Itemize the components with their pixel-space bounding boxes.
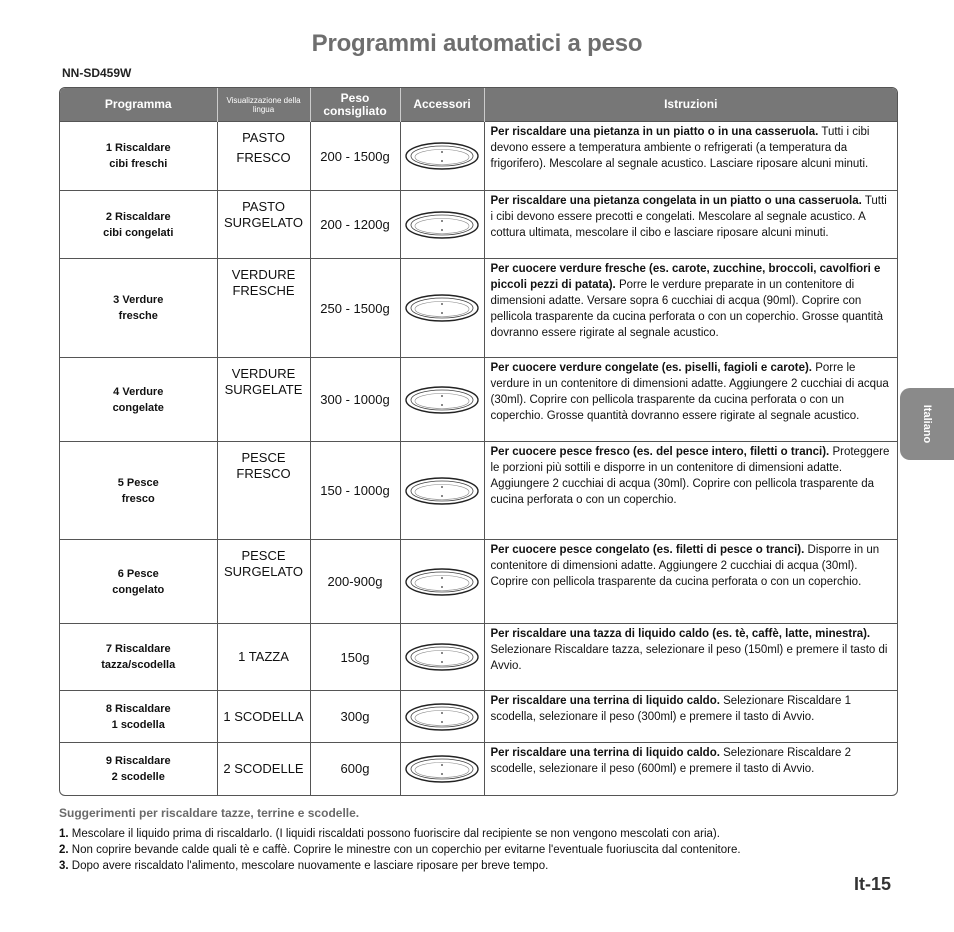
instructions	[484, 122, 897, 191]
instructions-text: Tutti i cibi devono essere precotti e congelati. Mescolare al segnale acustico. A cottura ultimata, mescolare il cibo e lasciare riposare alcuni minuti.	[490, 195, 887, 239]
program-name	[60, 540, 217, 624]
recommended-weight: 200-900g	[310, 540, 400, 624]
instructions	[484, 259, 897, 358]
tip-number: 1.	[59, 828, 69, 840]
program-name	[60, 743, 217, 795]
instructions	[484, 191, 897, 259]
program-name	[60, 122, 217, 191]
table-row	[60, 624, 897, 691]
tip-item	[59, 842, 899, 858]
display-text	[217, 259, 310, 358]
turntable-plate-icon	[404, 210, 480, 240]
program-name-line1: 9 Riscaldare	[105, 754, 171, 767]
program-name-line2: cibi freschi	[109, 158, 168, 170]
instructions-bold: Per cuocere pesce congelato (es. filetti di pesce o tranci).	[490, 544, 805, 556]
turntable-plate-icon	[404, 476, 480, 506]
turntable-plate-icon	[404, 293, 480, 323]
tips-title: Suggerimenti per riscaldare tazze, terrine e scodelle.	[59, 806, 360, 820]
header-peso: Peso consigliato	[310, 88, 400, 122]
language-tab-label: Italiano	[921, 404, 933, 444]
accessory-cell	[400, 691, 484, 743]
accessory-cell	[400, 442, 484, 540]
program-name-line2: congelato	[112, 583, 165, 596]
display-text-line2: FRESCHE	[232, 283, 295, 298]
program-name	[60, 358, 217, 442]
table-row	[60, 743, 897, 795]
tip-item	[59, 858, 899, 874]
turntable-plate-icon	[404, 754, 480, 784]
display-text	[217, 358, 310, 442]
programs-table	[59, 87, 898, 796]
instructions	[484, 358, 897, 442]
display-text	[217, 442, 310, 540]
language-tab	[900, 388, 954, 460]
display-text-line1: 2 SCODELLE	[223, 760, 304, 776]
recommended-weight: 600g	[310, 743, 400, 795]
display-text-line2: SURGELATE	[224, 382, 303, 397]
instructions-text: Tutti i cibi devono essere a temperatura ambiente o refrigerati (a temperatura da frigorifero). Mescolare al segnale acustico. Lasciare riposare alcuni minuti.	[490, 126, 870, 170]
display-text-line1: PESCE	[241, 450, 286, 465]
recommended-weight: 200 - 1200g	[310, 191, 400, 259]
page-title: Programmi automatici a peso	[311, 30, 643, 57]
tip-text: Dopo avere riscaldato l'alimento, mescolare nuovamente e lasciare riposare per breve tempo.	[71, 860, 549, 872]
accessory-cell	[400, 259, 484, 358]
page-number: It-15	[854, 874, 892, 894]
accessory-cell	[400, 122, 484, 191]
program-name-line2: congelate	[112, 401, 164, 414]
display-text-line2: SURGELATO	[224, 215, 303, 230]
turntable-plate-icon	[404, 567, 480, 597]
display-text	[217, 743, 310, 795]
instructions-bold: Per riscaldare una pietanza in un piatto o in una casseruola.	[490, 126, 819, 138]
display-text	[217, 540, 310, 624]
table-row	[60, 122, 897, 191]
display-text	[217, 191, 310, 259]
recommended-weight: 200 - 1500g	[310, 122, 400, 191]
accessory-cell	[400, 743, 484, 795]
program-name-line2: fresco	[121, 492, 155, 505]
instructions-bold: Per cuocere verdure congelate (es. piselli, fagioli e carote).	[490, 362, 812, 374]
display-text	[217, 691, 310, 743]
header-accessori: Accessori	[400, 88, 484, 122]
accessory-cell	[400, 540, 484, 624]
table-row	[60, 358, 897, 442]
instructions-bold: Per cuocere verdure fresche (es. carote, zucchine, broccoli, cavolfiori e piccoli pezzi di patata).	[490, 263, 881, 291]
instructions-bold: Per riscaldare una tazza di liquido caldo (es. tè, caffè, latte, minestra).	[490, 628, 871, 640]
display-text-line1: VERDURE	[231, 366, 296, 381]
table-row	[60, 540, 897, 624]
display-text-line1: PASTO	[242, 199, 285, 214]
turntable-plate-icon	[404, 702, 480, 732]
accessory-cell	[400, 624, 484, 691]
instructions-text: Disporre in un contenitore di dimensioni adatte. Aggiungere 2 cucchiai di acqua (30ml). Coprire con pellicola trasparente da cucina perforata o con un coperchio.	[490, 544, 880, 588]
instructions-text: Selezionare Riscaldare tazza, selezionare il peso (150ml) e premere il tasto di Avvio.	[490, 644, 888, 672]
program-name	[60, 624, 217, 691]
program-name-line1: 8 Riscaldare	[105, 702, 171, 715]
table-row	[60, 691, 897, 743]
display-text-line1: PESCE	[241, 548, 286, 563]
tips-list	[59, 826, 899, 874]
display-text-line1: 1 TAZZA	[238, 649, 289, 664]
display-text-line2: FRESCO	[236, 466, 291, 481]
program-name-line2: tazza/scodella	[101, 659, 176, 671]
header-istruzioni: Istruzioni	[484, 88, 897, 122]
program-name-line1: 1 Riscaldare	[105, 142, 171, 154]
display-text-line1: VERDURE	[231, 267, 296, 282]
tip-item	[59, 826, 899, 842]
instructions	[484, 442, 897, 540]
instructions-bold: Per riscaldare una pietanza congelata in un piatto o una casseruola.	[490, 195, 862, 207]
program-name-line2: 2 scodelle	[111, 770, 165, 783]
instructions-text: Selezionare Riscaldare 2 scodelle, selezionare il peso (600ml) e premere il tasto di Avvio.	[490, 747, 851, 775]
turntable-plate-icon	[404, 642, 480, 672]
instructions-bold: Per riscaldare una terrina di liquido caldo.	[490, 747, 720, 759]
instructions-bold: Per cuocere pesce fresco (es. del pesce intero, filetti o tranci).	[490, 446, 830, 458]
display-text-line1: PASTO	[242, 130, 285, 145]
table-row	[60, 259, 897, 358]
display-text-line2: SURGELATO	[224, 564, 303, 579]
display-text	[217, 122, 310, 191]
instructions	[484, 743, 897, 795]
display-text-line1: 1 SCODELLA	[223, 708, 304, 724]
instructions	[484, 691, 897, 743]
program-name-line1: 7 Riscaldare	[105, 643, 171, 655]
accessory-cell	[400, 191, 484, 259]
program-name-line1: 4 Verdure	[113, 385, 164, 398]
program-name-line2: 1 scodella	[111, 718, 165, 731]
recommended-weight: 150g	[310, 624, 400, 691]
recommended-weight: 150 - 1000g	[310, 442, 400, 540]
program-name-line1: 5 Pesce	[117, 476, 159, 489]
table-header-row	[60, 88, 897, 122]
display-text	[217, 624, 310, 691]
program-name	[60, 259, 217, 358]
instructions	[484, 624, 897, 691]
instructions-text: Porre le verdure preparate in un contenitore di dimensioni adatte. Versare sopra 6 cucchiai di acqua (90ml). Coprire con pellicola trasparente da cucina perforata o con un coperchio. Grosse quantità dovranno essere rigirate al segnale acustico.	[490, 279, 884, 339]
recommended-weight: 300 - 1000g	[310, 358, 400, 442]
instructions-bold: Per riscaldare una terrina di liquido caldo.	[490, 695, 720, 707]
header-programma: Programma	[60, 88, 217, 122]
program-name-line1: 2 Riscaldare	[105, 210, 171, 223]
model-label: NN-SD459W	[62, 66, 132, 80]
program-name-line2: fresche	[118, 310, 158, 322]
instructions-text: Selezionare Riscaldare 1 scodella, selezionare il peso (300ml) e premere il tasto di Avvio.	[490, 695, 851, 723]
display-text-line2: FRESCO	[236, 150, 291, 165]
program-name-line1: 6 Pesce	[117, 567, 159, 580]
program-name	[60, 191, 217, 259]
program-name	[60, 442, 217, 540]
instructions-text: Porre le verdure in un contenitore di dimensioni adatte. Aggiungere 2 cucchiai di acqua (30ml). Coprire con pellicola trasparente da cucina perforata o con un coperchio. Grosse quantità dovranno essere rigirate al segnale acustico.	[490, 362, 889, 422]
tip-number: 2.	[59, 844, 69, 856]
table-row	[60, 442, 897, 540]
turntable-plate-icon	[404, 385, 480, 415]
turntable-plate-icon	[404, 141, 480, 171]
program-name	[60, 691, 217, 743]
tip-text: Mescolare il liquido prima di riscaldarlo. (I liquidi riscaldati possono fuoriscire dal recipiente se non vengono mescolati con aria).	[71, 828, 720, 840]
instructions	[484, 540, 897, 624]
tip-text: Non coprire bevande calde quali tè e caffè. Coprire le minestre con un coperchio per evitarne l'eventuale fuoriuscita dal contenitore.	[71, 844, 741, 856]
table-row	[60, 191, 897, 259]
recommended-weight: 300g	[310, 691, 400, 743]
instructions-text: Proteggere le porzioni più sottili e disporre in un contenitore di dimensioni adatte. Aggiungere 2 cucchiai di acqua (30ml). Coprire con pellicola trasparente da cucina perforata o con un coperchio.	[490, 446, 890, 506]
tip-number: 3.	[59, 860, 69, 872]
header-visualizzazione: Visualizzazione della lingua	[217, 88, 310, 122]
program-name-line1: 3 Verdure	[113, 294, 164, 306]
accessory-cell	[400, 358, 484, 442]
program-name-line2: cibi congelati	[103, 226, 174, 239]
recommended-weight: 250 - 1500g	[310, 259, 400, 358]
